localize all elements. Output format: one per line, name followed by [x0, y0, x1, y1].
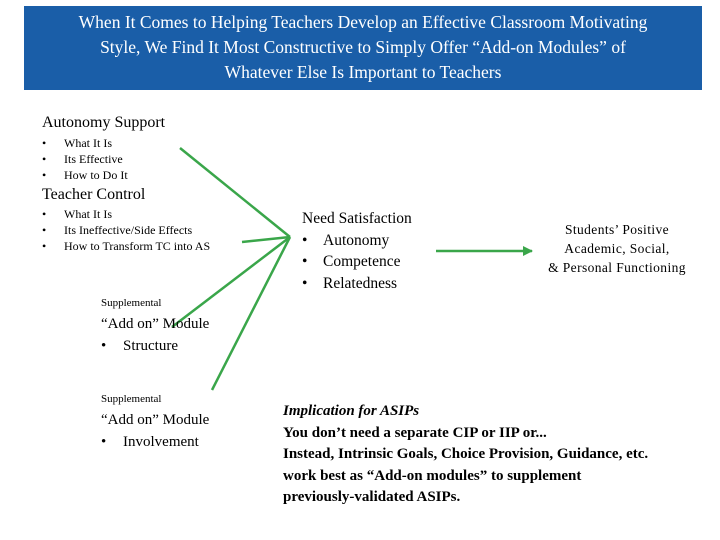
module-involvement-block: [101, 409, 209, 453]
list-item: • Its Effective: [42, 151, 128, 167]
need-satisfaction-title: Need Satisfaction: [302, 210, 412, 227]
module-involvement-item: • Involvement: [101, 431, 209, 453]
module-structure-block: [101, 313, 209, 357]
teacher-control-heading: Teacher Control: [42, 186, 146, 203]
list-item: • How to Do It: [42, 167, 128, 183]
list-item: • Autonomy: [302, 230, 412, 252]
implication-line-4: previously-validated ASIPs.: [283, 489, 461, 505]
banner-line-2: Style, We Find It Most Constructive to Simply Offer “Add-on Modules” of: [100, 37, 626, 57]
connector-module-involvement: [212, 237, 290, 390]
banner-line-3: Whatever Else Is Important to Teachers: [224, 62, 502, 82]
implication-title: Implication for ASIPs: [283, 403, 420, 419]
list-item: • What It Is: [42, 206, 210, 222]
banner-line-1: When It Comes to Helping Teachers Develop an Effective Classroom Motivating: [78, 12, 648, 32]
list-item: • Its Ineffective/Side Effects: [42, 222, 210, 238]
students-outcome-block: [540, 220, 694, 277]
module-involvement-title: “Add on” Module: [101, 412, 210, 428]
autonomy-support-list: [42, 135, 128, 183]
teacher-control-list: [42, 206, 210, 254]
autonomy-support-heading: Autonomy Support: [42, 114, 166, 131]
implication-line-2: Instead, Intrinsic Goals, Choice Provision, Guidance, etc.: [283, 446, 649, 462]
need-satisfaction-list: [302, 230, 412, 295]
list-item: • What It Is: [42, 135, 128, 151]
module-structure-supplemental: Supplemental: [101, 297, 162, 309]
students-line-2: Academic, Social,: [564, 241, 670, 256]
list-item: • Competence: [302, 251, 412, 273]
module-structure-item: • Structure: [101, 335, 209, 357]
students-line-3: & Personal Functioning: [548, 260, 686, 275]
module-involvement-supplemental: Supplemental: [101, 393, 162, 405]
implication-line-3: work best as “Add-on modules” to supplement: [283, 467, 582, 484]
list-item: • Relatedness: [302, 273, 412, 295]
implication-block: [283, 401, 648, 509]
list-item: • How to Transform TC into AS: [42, 238, 210, 254]
implication-line-1: You don’t need a separate CIP or IIP or...: [283, 424, 547, 441]
need-satisfaction-block: [302, 208, 412, 294]
module-structure-title: “Add on” Module: [101, 316, 210, 332]
students-line-1: Students’ Positive: [564, 222, 670, 237]
